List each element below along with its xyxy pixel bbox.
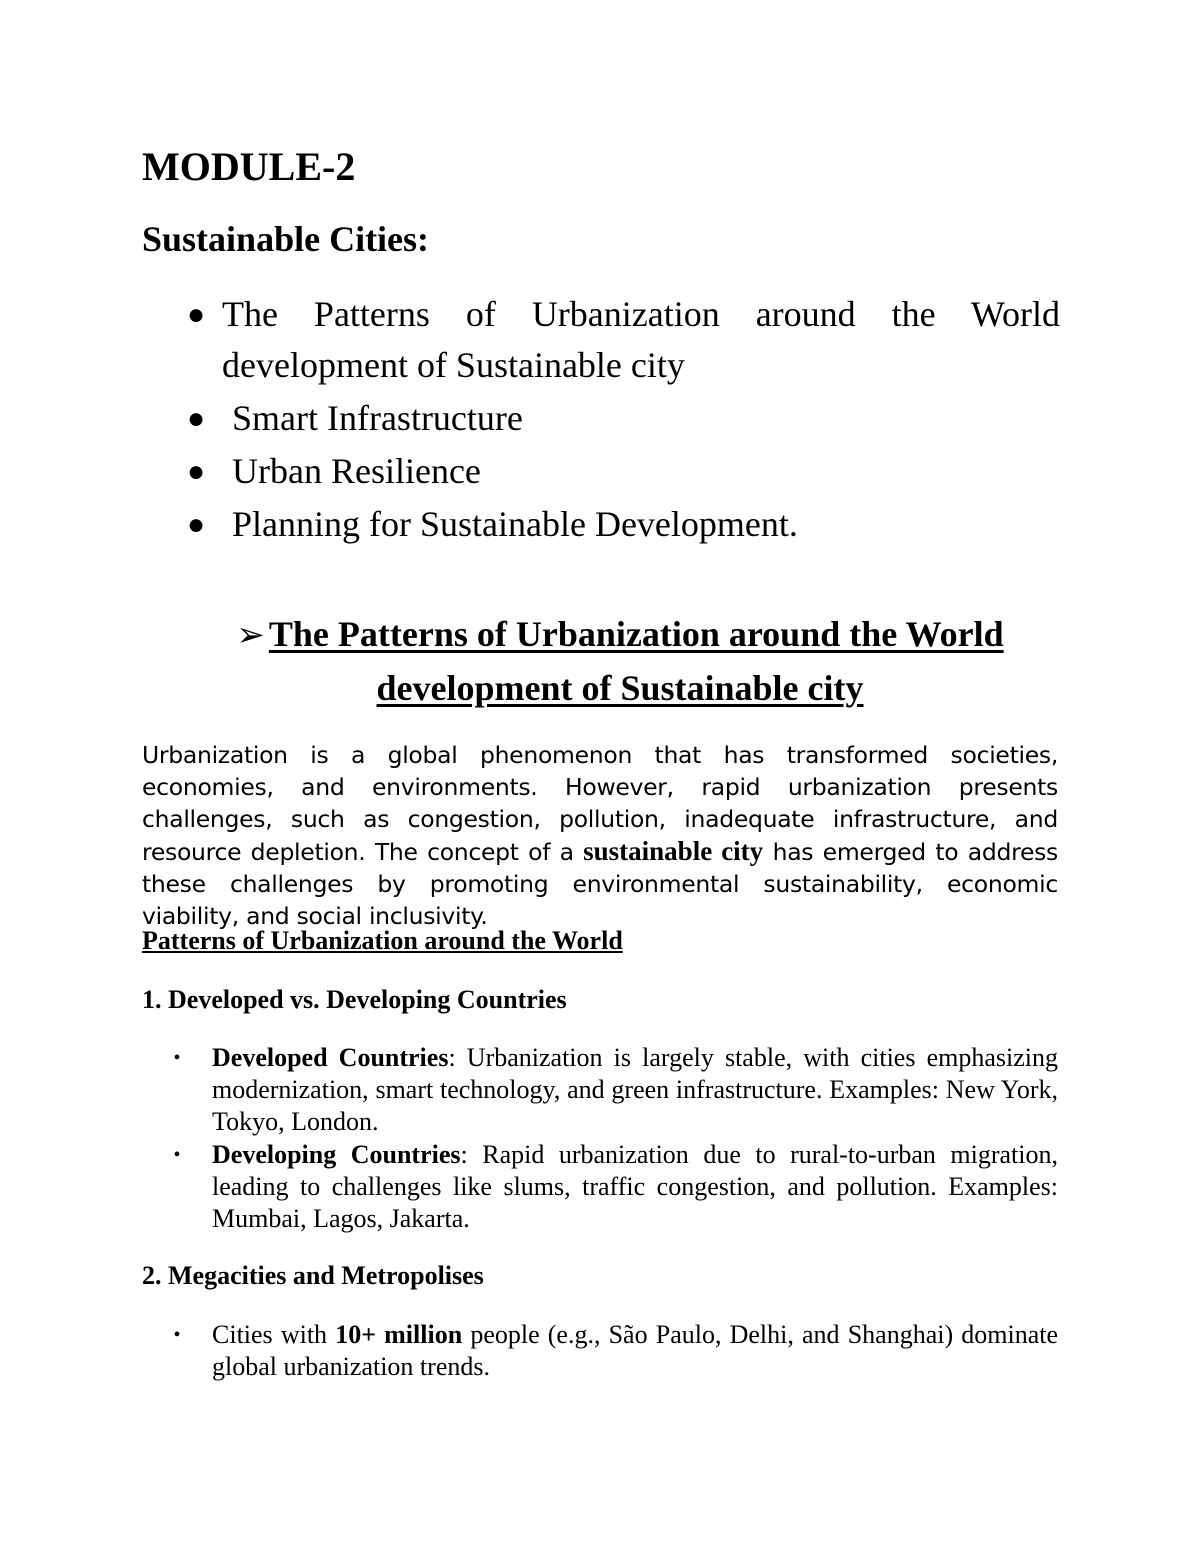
countries-list — [172, 1042, 1058, 1236]
topic-item-label: Urban Resilience — [232, 451, 481, 491]
topic-item-label: The Patterns of Urbanization around the World development of Sustainable city — [222, 294, 1060, 385]
list-item-text: Cities with — [212, 1320, 336, 1349]
intro-bold-term: sustainable city — [583, 836, 764, 866]
list-item-term: Developed Countries — [212, 1043, 449, 1072]
intro-text: has emerged to address these challenges by promoting environmental sustainability, economic viability, and social inclusivity. — [142, 838, 1058, 930]
megacities-list — [172, 1319, 1058, 1384]
subsection-heading: 1. Developed vs. Developing Countries — [142, 985, 567, 1014]
list-item-term: Developing Countries — [212, 1140, 461, 1169]
list-item — [172, 1139, 1058, 1235]
bullet-icon: • — [173, 1324, 181, 1346]
topic-item — [186, 499, 1060, 550]
list-item — [172, 1042, 1058, 1138]
topic-item — [186, 446, 1060, 497]
patterns-heading: Patterns of Urbanization around the World — [142, 926, 623, 955]
bullet-icon: ● — [186, 402, 206, 435]
arrow-bullet-icon: ➢ — [236, 617, 265, 654]
intro-text: Urbanization is a global phenomenon that has transformed societies, economies, and environments. However, rapid urbanization presents challenges, such as congestion, pollution, inadequate infrastructure, and resource depletion. The concept of a — [142, 741, 1058, 866]
topic-item-label: Smart Infrastructure — [232, 398, 523, 438]
section-heading — [190, 608, 1050, 715]
topic-item-label: Planning for Sustainable Development. — [232, 504, 798, 544]
section-heading-line1: The Patterns of Urbanization around the World — [268, 614, 1004, 654]
bullet-icon: • — [173, 1144, 181, 1166]
intro-paragraph — [142, 739, 1058, 932]
page-subtitle: Sustainable Cities: — [142, 219, 430, 259]
list-item-term: 10+ million — [335, 1320, 463, 1349]
topic-item — [186, 289, 1060, 391]
list-item-text: : Rapid urbanization due to rural-to-urban migration, leading to challenges like slums, traffic congestion, and pollution. Examples: Mumbai, Lagos, Jakarta. — [212, 1140, 1059, 1233]
module-title: MODULE-2 — [142, 144, 356, 189]
topic-item — [186, 393, 1060, 444]
bullet-icon: ● — [186, 298, 206, 331]
section-heading-line2: development of Sustainable city — [376, 668, 864, 708]
subsection-heading: 2. Megacities and Metropolises — [142, 1261, 484, 1290]
list-item-text: : Urbanization is largely stable, with cities emphasizing modernization, smart technology, and green infrastructure. Examples: New York, Tokyo, London. — [212, 1043, 1058, 1136]
bullet-icon: ● — [186, 455, 206, 488]
bullet-icon: • — [173, 1047, 181, 1069]
list-item-text: people (e.g., São Paulo, Delhi, and Shanghai) dominate global urbanization trends. — [212, 1320, 1059, 1381]
list-item — [172, 1319, 1058, 1383]
bullet-icon: ● — [186, 508, 206, 541]
topic-list — [186, 289, 1060, 552]
